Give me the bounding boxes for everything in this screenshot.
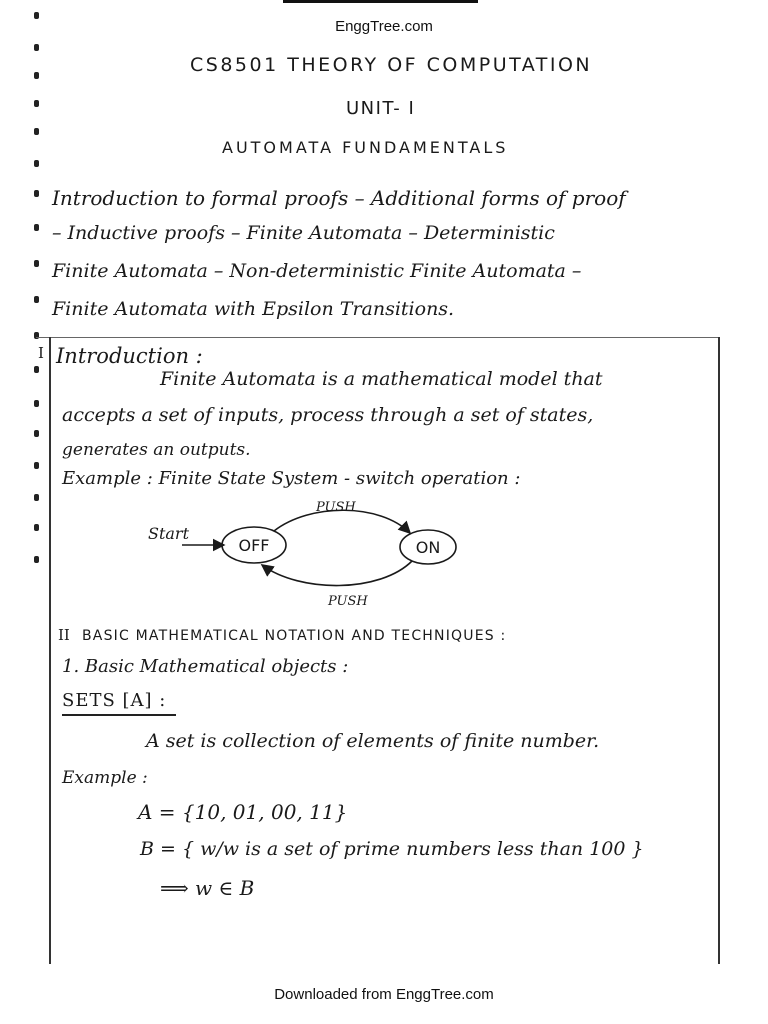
- unit-number: UNIT- I: [346, 98, 416, 119]
- syllabus-line: Finite Automata – Non-deterministic Finite Automata –: [52, 260, 582, 282]
- margin-mark: [34, 190, 39, 197]
- section-numeral: II: [58, 626, 70, 644]
- subheading: 1. Basic Mathematical objects :: [62, 656, 349, 677]
- body-line: Finite Automata is a mathematical model that: [160, 368, 603, 390]
- margin-mark: [34, 462, 39, 469]
- margin-mark: [34, 260, 39, 267]
- page-frame-right: [718, 337, 720, 964]
- set-a: A = {10, 01, 00, 11}: [138, 800, 348, 824]
- margin-mark: [34, 72, 39, 79]
- set-definition: A set is collection of elements of finite number.: [146, 730, 600, 752]
- transition-on-to-off: [262, 561, 412, 586]
- body-line: accepts a set of inputs, process through a set of states,: [62, 404, 594, 426]
- state-diagram-svg: [140, 493, 480, 613]
- page-frame-left: [49, 337, 51, 964]
- watermark-bottom: Downloaded from EnggTree.com: [274, 986, 494, 1003]
- margin-mark: [34, 100, 39, 107]
- margin-mark: [34, 430, 39, 437]
- scan-top-edge: [283, 0, 478, 3]
- membership-statement: ⟹ w ∈ B: [160, 876, 255, 900]
- example-label: Example :: [62, 768, 148, 788]
- watermark-top: EnggTree.com: [335, 18, 433, 35]
- margin-mark: [34, 524, 39, 531]
- section-numeral: I: [38, 344, 44, 362]
- start-label: Start: [148, 524, 190, 543]
- example-line: Example : Finite State System - switch operation :: [62, 468, 521, 489]
- margin-mark: [34, 366, 39, 373]
- unit-title: AUTOMATA FUNDAMENTALS: [222, 138, 509, 157]
- margin-mark: [34, 128, 39, 135]
- section-heading: Introduction :: [56, 344, 203, 368]
- margin-mark: [34, 224, 39, 231]
- syllabus-line: Introduction to formal proofs – Additional forms of proof: [52, 186, 626, 210]
- sets-heading-underline: [62, 714, 176, 716]
- syllabus-line: Finite Automata with Epsilon Transitions.: [52, 298, 455, 320]
- margin-mark: [34, 12, 39, 19]
- margin-mark: [34, 296, 39, 303]
- transition-top-label: PUSH: [316, 500, 356, 515]
- switch-state-diagram: [140, 493, 480, 617]
- transition-bottom-label: PUSH: [328, 594, 368, 609]
- margin-mark: [34, 556, 39, 563]
- page-frame-top: [36, 337, 720, 338]
- margin-mark: [34, 44, 39, 51]
- margin-mark: [34, 494, 39, 501]
- state-on-label: ON: [415, 538, 441, 557]
- sets-heading: SETS [A] :: [62, 690, 167, 711]
- syllabus-line: – Inductive proofs – Finite Automata – Deterministic: [52, 222, 555, 244]
- margin-mark: [34, 160, 39, 167]
- body-line: generates an outputs.: [62, 440, 251, 460]
- set-b: B = { w/w is a set of prime numbers less than 100 }: [140, 838, 644, 860]
- course-title: CS8501 THEORY OF COMPUTATION: [190, 54, 593, 76]
- state-off-label: OFF: [238, 536, 270, 555]
- section-heading: BASIC MATHEMATICAL NOTATION AND TECHNIQUES :: [82, 628, 507, 644]
- margin-mark: [34, 400, 39, 407]
